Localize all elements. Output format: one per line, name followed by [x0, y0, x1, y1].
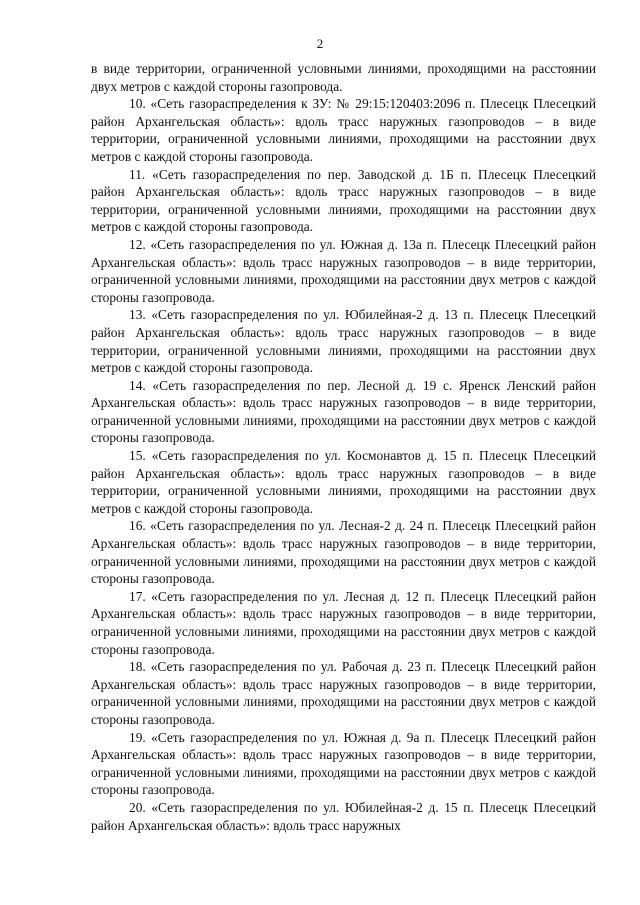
paragraph-item-20: 20. «Сеть газораспределения по ул. Юбилейная-2 д. 15 п. Плесецк Плесецкий район Архангельская область»: вдоль трасс наружных	[91, 799, 596, 833]
paragraph-item-13: 13. «Сеть газораспределения по ул. Юбилейная-2 д. 13 п. Плесецк Плесецкий район Архангельская область»: вдоль трасс наружных газопроводов – в виде территории, ограниченной условными линиями, проходящими на расстоянии двух метров с каждой стороны газопровода.	[91, 307, 596, 376]
paragraph-item-15: 15. «Сеть газораспределения по ул. Космонавтов д. 15 п. Плесецк Плесецкий район Архангельская область»: вдоль трасс наружных газопроводов – в виде территории, ограниченной условными линиями, проходящими на расстоянии двух метров с каждой стороны газопровода.	[91, 448, 596, 516]
document-body	[91, 60, 596, 834]
page-number: 2	[316, 36, 324, 51]
paragraph-item-17: 17. «Сеть газораспределения по ул. Лесная д. 12 п. Плесецк Плесецкий район Архангельская область»: вдоль трасс наружных газопроводов – в виде территории, ограниченной условными линиями, проходящими на расстоянии двух метров с каждой стороны газопровода.	[91, 588, 596, 657]
paragraph-item-10: 10. «Сеть газораспределения к ЗУ: № 29:15:120403:2096 п. Плесецк Плесецкий район Архангельская область»: вдоль трасс наружных газопроводов – в виде территории, ограниченной условными линиями, проходящими на расстоянии двух метров с каждой стороны газопровода.	[91, 96, 596, 164]
paragraph-item-18: 18. «Сеть газораспределения по ул. Рабочая д. 23 п. Плесецк Плесецкий район Архангельская область»: вдоль трасс наружных газопроводов – в виде территории, ограниченной условными линиями, проходящими на расстоянии двух метров с каждой стороны газопровода.	[91, 659, 596, 727]
paragraph-item-19: 19. «Сеть газораспределения по ул. Южная д. 9а п. Плесецк Плесецкий район Архангельская область»: вдоль трасс наружных газопроводов – в виде территории, ограниченной условными линиями, проходящими на расстоянии двух метров с каждой стороны газопровода.	[91, 729, 596, 798]
paragraph-item-16: 16. «Сеть газораспределения по ул. Лесная-2 д. 24 п. Плесецк Плесецкий район Архангельская область»: вдоль трасс наружных газопроводов – в виде территории, ограниченной условными линиями, проходящими на расстоянии двух метров с каждой стороны газопровода.	[91, 518, 596, 587]
paragraph-item-14: 14. «Сеть газораспределения по пер. Лесной д. 19 с. Яренск Ленский район Архангельская область»: вдоль трасс наружных газопроводов – в виде территории, ограниченной условными линиями, проходящими на расстоянии двух метров с каждой стороны газопровода.	[91, 377, 596, 446]
paragraph-item-12: 12. «Сеть газораспределения по ул. Южная д. 13а п. Плесецк Плесецкий район Архангельская область»: вдоль трасс наружных газопроводов – в виде территории, ограниченной условными линиями, проходящими на расстоянии двух метров с каждой стороны газопровода.	[91, 236, 596, 305]
paragraph-item-11: 11. «Сеть газораспределения по пер. Заводской д. 1Б п. Плесецк Плесецкий район Архангельская область»: вдоль трасс наружных газопроводов – в виде территории, ограниченной условными линиями, проходящими на расстоянии двух метров с каждой стороны газопровода.	[91, 166, 596, 235]
paragraph-continuation: в виде территории, ограниченной условными линиями, проходящими на расстоянии двух метров с каждой стороны газопровода.	[91, 61, 596, 94]
